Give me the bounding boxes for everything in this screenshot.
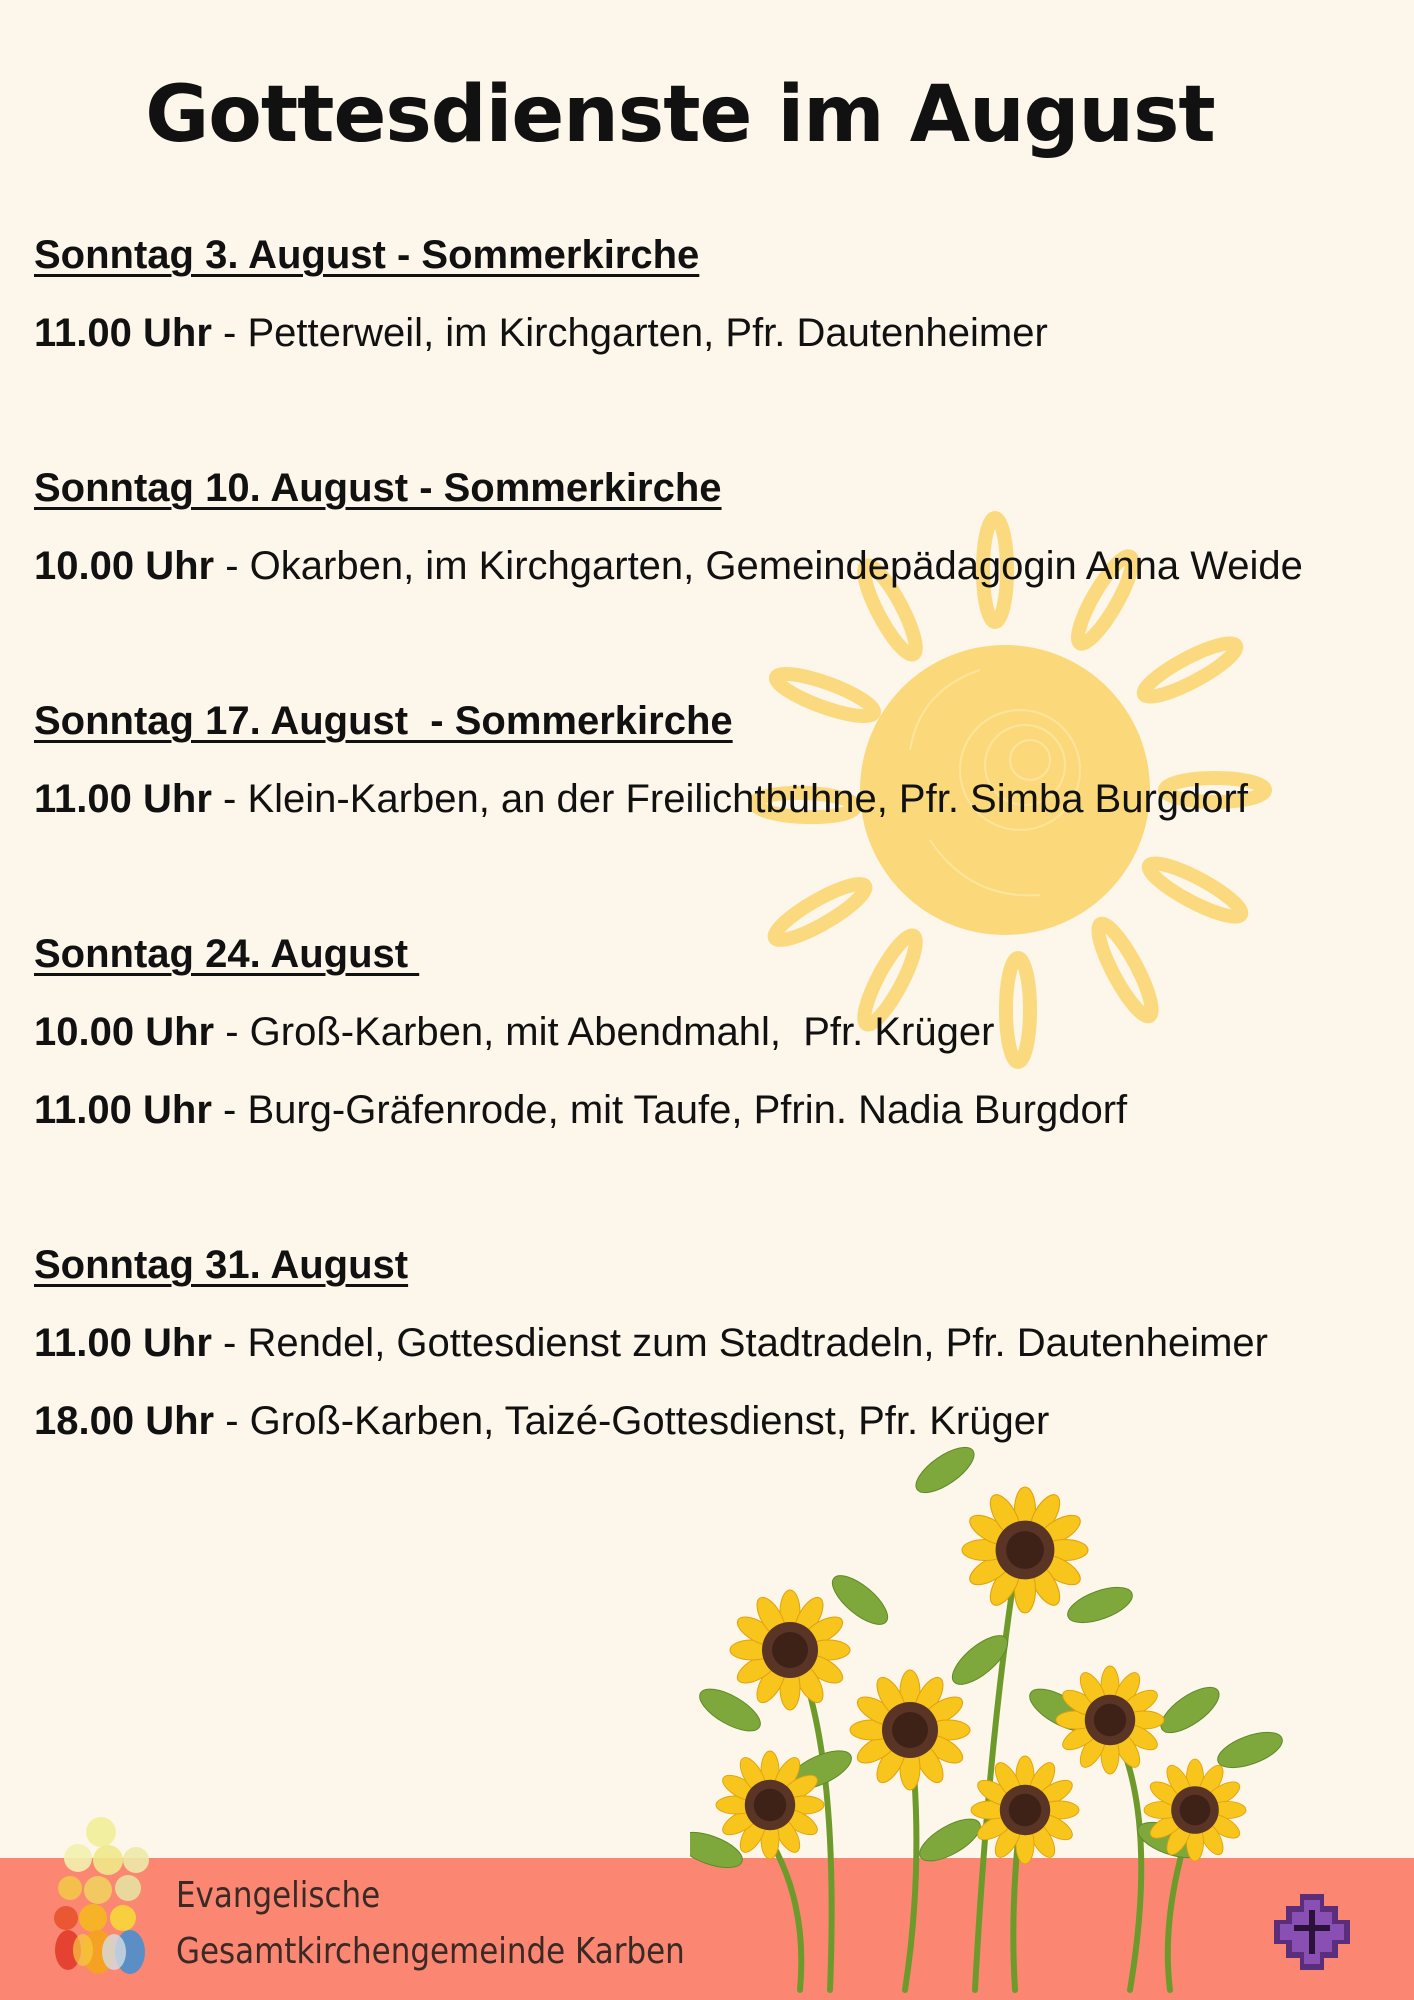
service-time: 10.00 Uhr <box>34 544 215 588</box>
service-line <box>34 303 1404 381</box>
event-heading: Sonntag 17. August - Sommerkirche <box>34 699 733 743</box>
service-details: - Groß-Karben, mit Abendmahl, Pfr. Krüger <box>214 1010 995 1054</box>
service-time: 18.00 Uhr <box>34 1399 215 1443</box>
church-community-logo <box>48 1810 164 1980</box>
service-time: 10.00 Uhr <box>34 1010 215 1054</box>
event-heading: Sonntag 31. August <box>34 1243 409 1287</box>
event-heading: Sonntag 3. August - Sommerkirche <box>34 233 700 277</box>
service-line <box>34 1002 1404 1080</box>
service-line <box>34 1313 1404 1391</box>
org-line-1: Evangelische <box>176 1875 381 1916</box>
organization-name <box>176 1868 685 1980</box>
service-time: 11.00 Uhr <box>34 777 212 821</box>
event-aug-31 <box>34 1235 1404 1469</box>
service-details: - Okarben, im Kirchgarten, Gemeindepädagogin Anna Weide <box>214 544 1303 588</box>
service-schedule <box>34 225 1404 1469</box>
service-line <box>34 536 1404 614</box>
service-details: - Rendel, Gottesdienst zum Stadtradeln, Pfr. Dautenheimer <box>211 1321 1268 1365</box>
service-time: 11.00 Uhr <box>34 1321 212 1365</box>
org-line-2: Gesamtkirchengemeinde Karben <box>176 1931 685 1972</box>
event-heading: Sonntag 10. August - Sommerkirche <box>34 466 722 510</box>
event-heading: Sonntag 24. August <box>34 932 420 976</box>
service-line <box>34 1080 1404 1158</box>
service-time: 11.00 Uhr <box>34 1088 212 1132</box>
sunflowers-illustration <box>690 1410 1290 2000</box>
service-details: - Klein-Karben, an der Freilichtbühne, Pfr. Simba Burgdorf <box>211 777 1248 821</box>
cross-icon <box>1272 1892 1352 1972</box>
service-line <box>34 769 1404 847</box>
page-title: Gottesdienste im August <box>145 70 1215 160</box>
event-aug-10 <box>34 458 1404 614</box>
service-line <box>34 1391 1404 1469</box>
service-details: - Burg-Gräfenrode, mit Taufe, Pfrin. Nadia Burgdorf <box>211 1088 1128 1132</box>
service-time: 11.00 Uhr <box>34 311 212 355</box>
event-aug-3 <box>34 225 1404 381</box>
service-details: - Petterweil, im Kirchgarten, Pfr. Dautenheimer <box>211 311 1048 355</box>
event-aug-24 <box>34 924 1404 1158</box>
service-details: - Groß-Karben, Taizé-Gottesdienst, Pfr. Krüger <box>214 1399 1050 1443</box>
event-aug-17 <box>34 691 1404 847</box>
